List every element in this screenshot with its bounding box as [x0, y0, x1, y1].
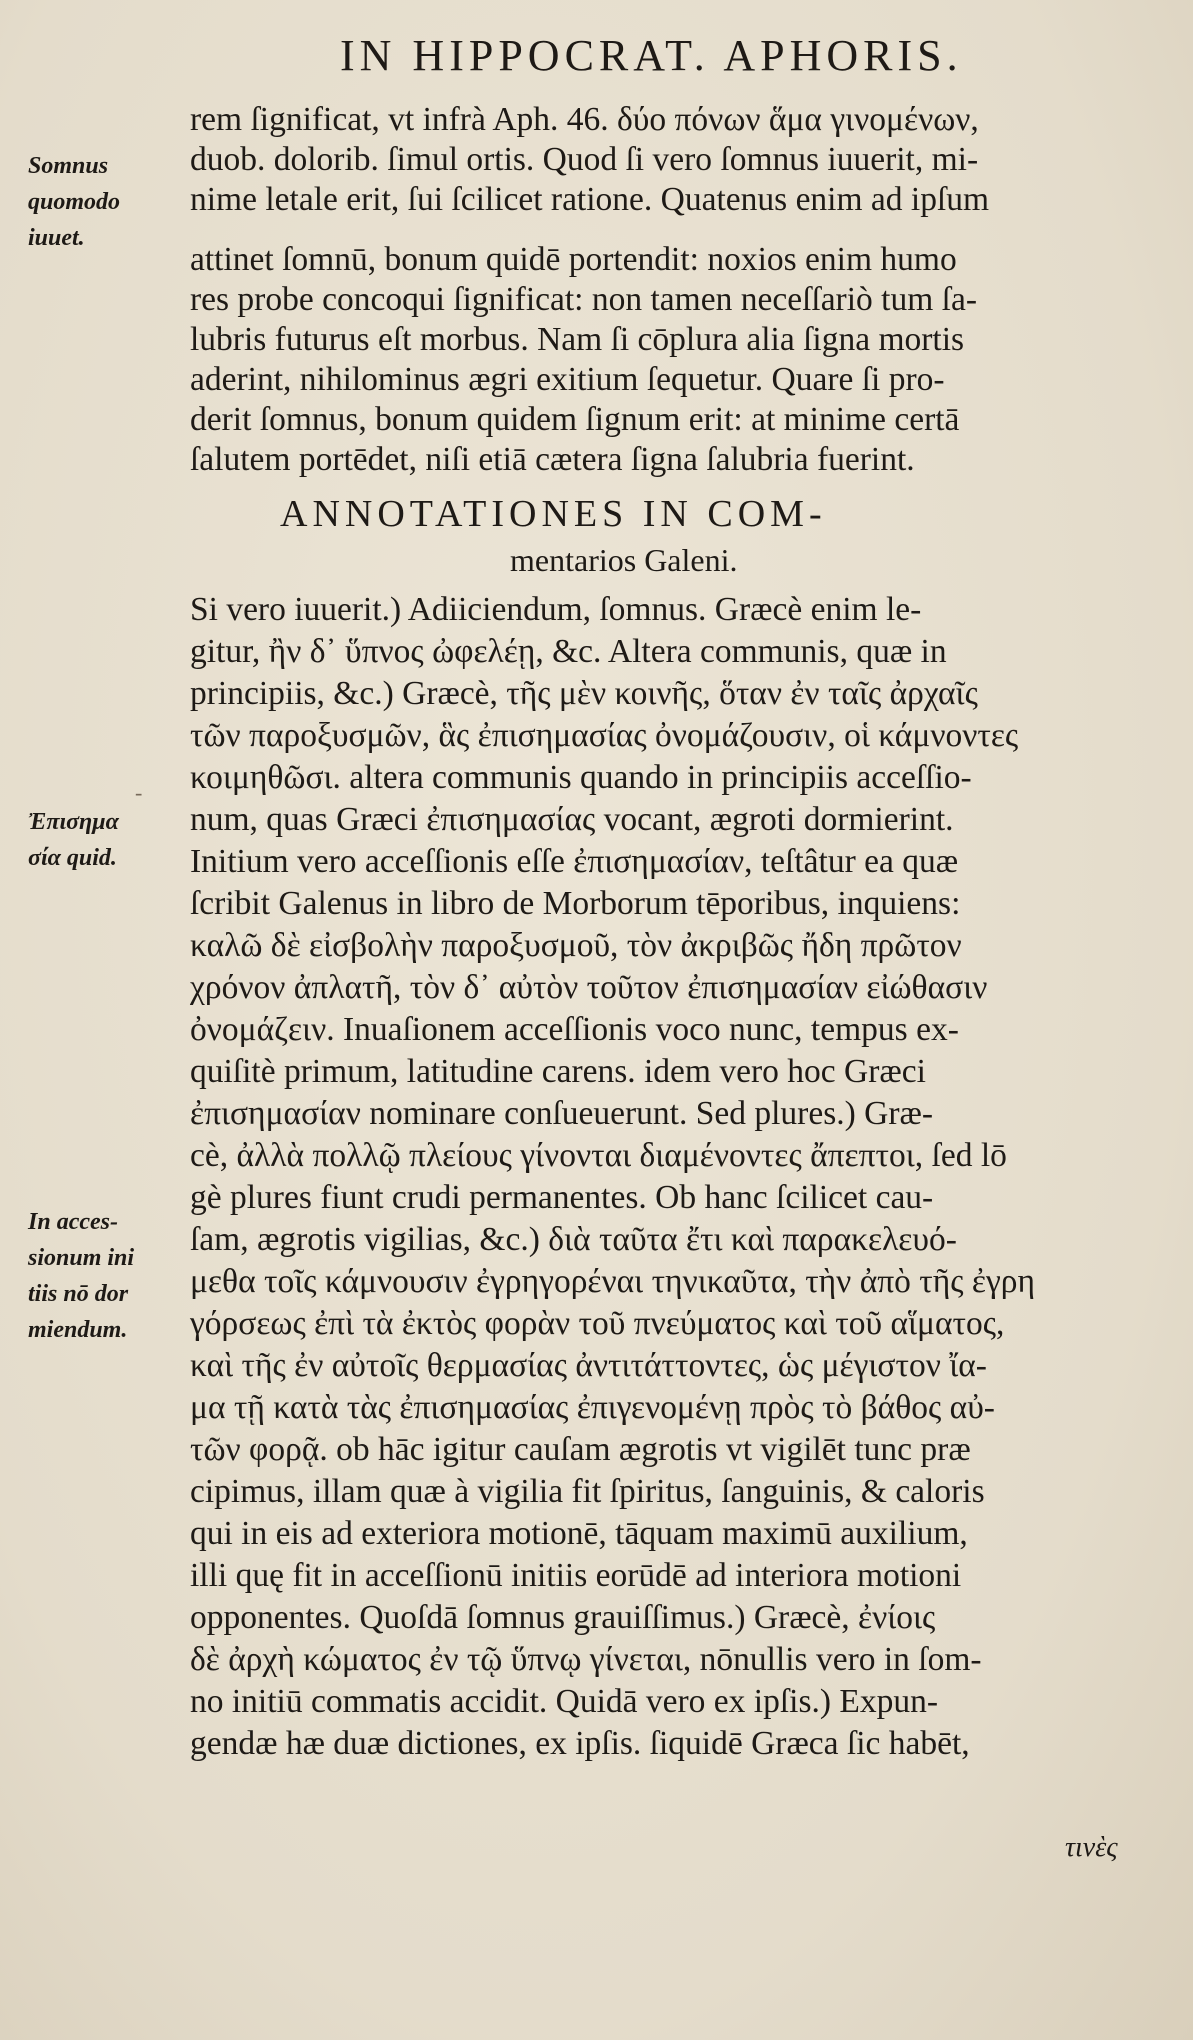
text-line: lubris futurus eſt morbus. Nam ſi cōplura alia ſigna mortis: [190, 321, 965, 358]
text-line: χρόνον ἀπλατῆ, τὸν δ᾽ αὐτὸν τοῦτον ἐπισημασίαν εἰώθασιν: [190, 969, 988, 1006]
text-line: μα τῇ κατὰ τὰς ἐπισημασίας ἐπιγενομένῃ πρὸς τὸ βάθος αὐ-: [190, 1389, 995, 1426]
text-line: gendæ hæ duæ dictiones, ex ipſis. ſiquidē Græca ſic habēt,: [190, 1725, 970, 1762]
text-line: Initium vero acceſſionis eſſe ἐπισημασίαν, teſtâtur ea quæ: [190, 843, 959, 880]
text-line: cè, ἀλλὰ πολλῷ πλείους γίνονται διαμένοντες ἄπεπτοι, ſed lō: [190, 1137, 1007, 1174]
text-line: ſalutem portēdet, niſi etiā cætera ſigna ſalubria fuerint.: [190, 441, 915, 478]
text-line: qui in eis ad exteriora motionē, tāquam maximū auxilium,: [190, 1515, 968, 1552]
text-line: opponentes. Quoſdā ſomnus grauiſſimus.) Græcè, ἐνίοις: [190, 1599, 936, 1636]
catchword: τινὲς: [1065, 1832, 1118, 1863]
text-line: gitur, ἢν δ᾽ ὕπνος ὠφελέῃ, &c. Altera communis, quæ in: [190, 633, 947, 670]
text-line: Si vero iuuerit.) Adiiciendum, ſomnus. Græcè enim le-: [190, 591, 922, 628]
text-line: κοιμηθῶσι. altera communis quando in principiis acceſſio-: [190, 759, 972, 796]
text-line: καὶ τῆς ἐν αὐτοῖς θερμασίας ἀντιτάττοντες, ὡς μέγιστον ἴα-: [190, 1347, 987, 1384]
text-line: num, quas Græci ἐπισημασίας vocant, ægroti dormierint.: [190, 801, 954, 838]
text-line: res probe concoqui ſignificat: non tamen neceſſariò tum ſa-: [190, 281, 977, 318]
margin-note-line: quomodo: [28, 189, 121, 215]
text-line: καλῶ δὲ εἰσβολὴν παροξυσμοῦ, τὸν ἀκριβῶς ἤδη πρῶτον: [190, 927, 962, 964]
text-line: derit ſomnus, bonum quidem ſignum erit: at minime certā: [190, 401, 960, 438]
margin-note-line: Somnus: [28, 153, 109, 179]
margin-dash-mark: -: [135, 780, 143, 805]
text-line: ἐπισημασίαν nominare conſueuerunt. Sed plures.) Græ-: [190, 1095, 933, 1132]
text-line: ὀνομάζειν. Inuaſionem acceſſionis voco nunc, tempus ex-: [190, 1011, 959, 1048]
text-line: γόρσεως ἐπὶ τὰ ἐκτὸς φορὰν τοῦ πνεύματος καὶ τοῦ αἵματος,: [190, 1305, 1005, 1342]
text-line: attinet ſomnū, bonum quidē portendit: noxios enim humo: [190, 241, 957, 278]
text-line: illi quę fit in acceſſionū initiis eorūdē ad interiora motioni: [190, 1557, 962, 1594]
text-line: τῶν παροξυσμῶν, ἃς ἐπισημασίας ὀνομάζουσιν, οἱ κάμνοντες: [190, 717, 1019, 754]
text-line: no initiū commatis accidit. Quidā vero ex ipſis.) Expun-: [190, 1683, 939, 1720]
text-line: δὲ ἀρχὴ κώματος ἐν τῷ ὕπνῳ γίνεται, nōnullis vero in ſom-: [190, 1641, 982, 1678]
margin-note-accessionum: [28, 1204, 198, 1348]
text-line: nime letale erit, ſui ſcilicet ratione. Quatenus enim ad ipſum: [190, 181, 990, 218]
text-line: τῶν φορᾷ. ob hāc igitur cauſam ægrotis vt vigilēt tunc præ: [190, 1431, 971, 1468]
margin-note-line: iuuet.: [28, 225, 85, 251]
text-line: quiſitè primum, latitudine carens. idem vero hoc Græci: [190, 1053, 926, 1090]
text-line: gè plures fiunt crudi permanentes. Ob hanc ſcilicet cau-: [190, 1179, 934, 1216]
margin-note-line: σία quid.: [28, 845, 117, 871]
text-line: duob. dolorib. ſimul ortis. Quod ſi vero ſomnus iuuerit, mi-: [190, 141, 979, 178]
margin-note-line: miendum.: [28, 1317, 128, 1343]
annotations-subheading: mentarios Galeni.: [510, 542, 738, 578]
margin-note-somnus: [28, 148, 198, 256]
text-line: principiis, &c.) Græcè, τῆς μὲν κοινῆς, ὅταν ἐν ταῖς ἀρχαῖς: [190, 675, 978, 712]
margin-note-episemasia: [28, 804, 198, 876]
margin-note-line: tiis nō dor: [28, 1281, 129, 1307]
margin-note-line: In acces-: [28, 1209, 118, 1235]
text-line: ſam, ægrotis vigilias, &c.) διὰ ταῦτα ἔτι καὶ παρακελευό-: [190, 1221, 957, 1258]
text-line: ſcribit Galenus in libro de Morborum tēporibus, inquiens:: [190, 885, 961, 922]
text-line: cipimus, illam quæ à vigilia fit ſpiritus, ſanguinis, & caloris: [190, 1473, 985, 1510]
running-head: IN HIPPOCRAT. APHORIS.: [340, 31, 963, 80]
margin-note-line: sionum ini: [28, 1245, 135, 1271]
text-line: rem ſignificat, vt infrà Aph. 46. δύο πόνων ἅμα γινομένων,: [190, 101, 979, 138]
annotations-heading: ANNOTATIONES IN COM-: [280, 493, 827, 535]
text-line: μεθα τοῖς κάμνουσιν ἐγρηγορέναι τηνικαῦτα, τὴν ἀπὸ τῆς ἐγρη: [190, 1263, 1036, 1300]
margin-note-line: Ἐπισημα: [28, 809, 119, 835]
text-line: aderint, nihilominus ægri exitium ſequetur. Quare ſi pro-: [190, 361, 945, 398]
